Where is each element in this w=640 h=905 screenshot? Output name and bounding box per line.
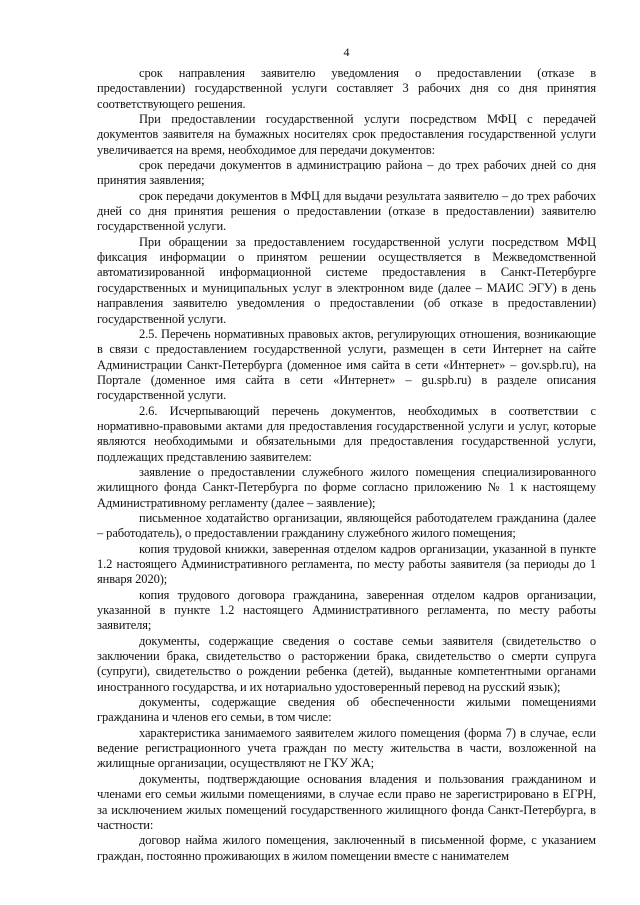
paragraph: срок передачи документов в МФЦ для выдачи результата заявителю – до трех рабочих дней со дня принятия решения о предоставлении (отказе в предоставлении) заявителю государственной услуги. — [97, 188, 596, 234]
paragraph: 2.6. Исчерпывающий перечень документов, необходимых в соответствии с нормативно-правовыми актами для предоставления государственной услуги и услуг, которые являются необходимыми и обязательными для предоставления государственной услуги, подлежащих представлению заявителем: — [97, 403, 596, 464]
paragraph: 2.5. Перечень нормативных правовых актов, регулирующих отношения, возникающие в связи с предоставлением государственной услуги, размещен в сети Интернет на сайте Администрации Санкт-Петербурга (доменное имя сайта в сети «Интернет» – gov.spb.ru), на Портале (доменное имя сайта в сети «Интернет» – gu.spb.ru) в разделе описания государственной услуги. — [97, 326, 596, 403]
paragraph: документы, содержащие сведения о составе семьи заявителя (свидетельство о заключении брака, свидетельство о расторжении брака, свидетельство о смерти супруга (супруги), свидетельство о рождении ребенка (детей), выданные компетентными органами иностранного государства, и их нотариально удостоверенный перевод на русский язык); — [97, 633, 596, 694]
paragraph: документы, подтверждающие основания владения и пользования гражданином и членами его семьи жилыми помещениями, в случае если право не зарегистрировано в ЕГРН, за исключением жилых помещений государственного жилищного фонда Санкт-Петербурга, в частности: — [97, 771, 596, 832]
paragraph: срок направления заявителю уведомления о предоставлении (отказе в предоставлении) государственной услуги составляет 3 рабочих дня со дня принятия соответствующего решения. — [97, 66, 596, 111]
paragraph: При обращении за предоставлением государственной услуги посредством МФЦ фиксация информации о принятом решении осуществляется в Межведомственной автоматизированной информационной системе предоставления в Санкт-Петербурге государственных и муниципальных услуг в электронном виде (далее – МАИС ЭГУ) в день направления заявителю уведомления о предоставлении (об отказе в предоставлении) государственной услуги. — [97, 234, 596, 326]
paragraph: документы, содержащие сведения об обеспеченности жилыми помещениями гражданина и членов его семьи, в том числе: — [97, 695, 596, 725]
paragraph: договор найма жилого помещения, заключенный в письменной форме, с указанием граждан, постоянно проживающих в жилом помещении вместе с нанимателем — [97, 833, 596, 863]
paragraph: копия трудового договора гражданина, заверенная отделом кадров организации, указанной в пункте 1.2 настоящего Административного регламента, по месту работы заявителя; — [97, 587, 596, 633]
paragraph: характеристика занимаемого заявителем жилого помещения (форма 7) в случае, если ведение регистрационного учета граждан по месту жительства в части, возложенной на жилищные организации, осуществляют не ГКУ ЖА; — [97, 725, 596, 771]
paragraph: копия трудовой книжки, заверенная отделом кадров организации, указанной в пункте 1.2 настоящего Административного регламента, по месту работы заявителя (за периоды до 1 января 2020); — [97, 541, 596, 587]
paragraph: заявление о предоставлении служебного жилого помещения специализированного жилищного фонда Санкт-Петербурга по форме согласно приложению № 1 к настоящему Административному регламенту (далее – заявление); — [97, 464, 596, 510]
paragraph: письменное ходатайство организации, являющейся работодателем гражданина (далее – работодатель), о предоставлении гражданину служебного жилого помещения; — [97, 510, 596, 541]
paragraph: При предоставлении государственной услуги посредством МФЦ с передачей документов заявителя на бумажных носителях срок предоставления государственной услуги увеличивается на время, необходимое для передачи документов: — [97, 112, 596, 157]
page-number: 4 — [343, 45, 350, 59]
paragraph: срок передачи документов в администрацию района – до трех рабочих дней со дня принятия заявления; — [97, 158, 596, 188]
document-body — [97, 66, 596, 864]
